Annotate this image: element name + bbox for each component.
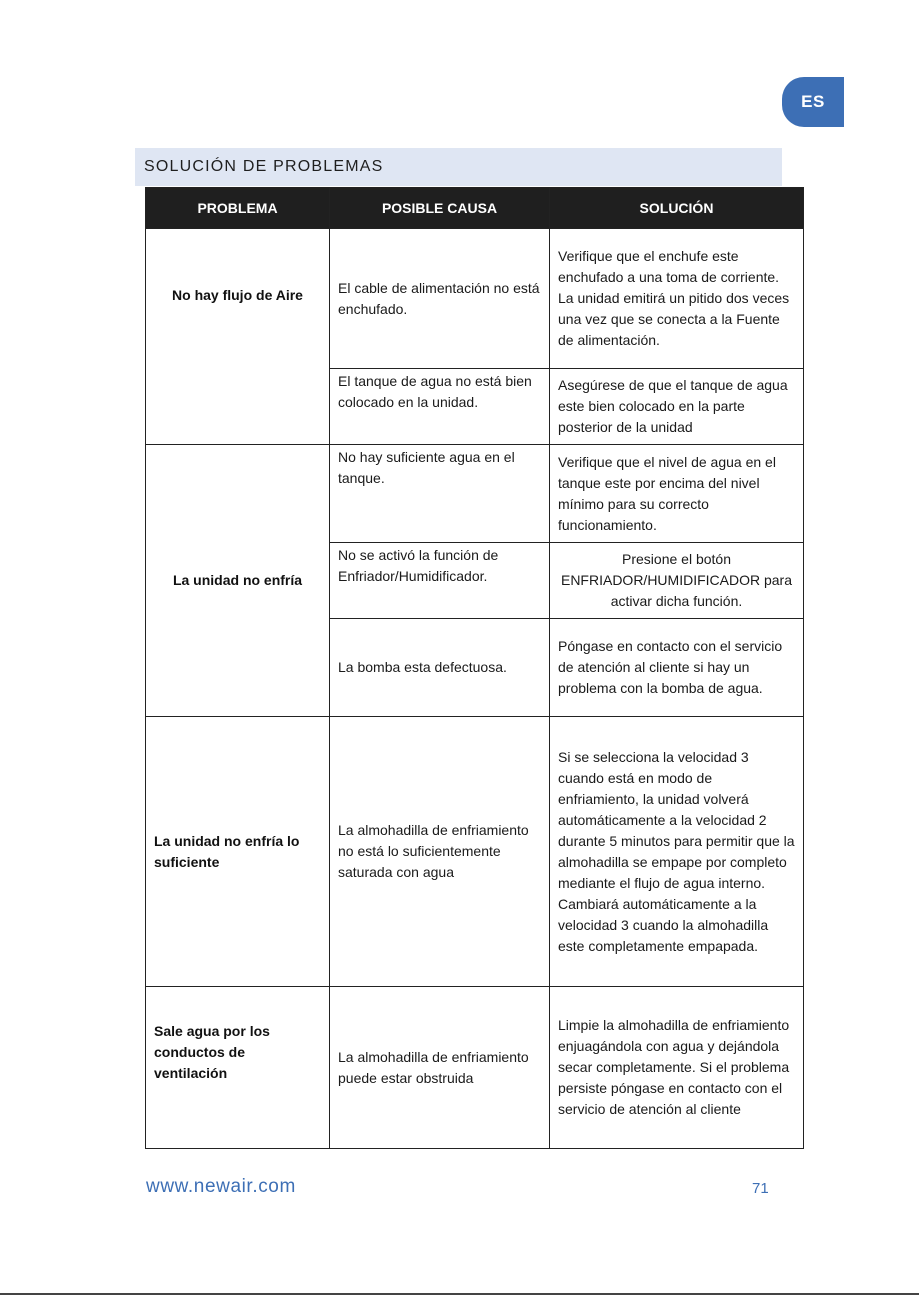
- cause-cell: No hay suficiente agua en el tanque.: [330, 445, 550, 543]
- table-row: [146, 717, 804, 987]
- solution-cell: Verifique que el nivel de agua en el tanque este por encima del nivel mínimo para su correcto funcionamiento.: [550, 445, 804, 543]
- header-cause: POSIBLE CAUSA: [330, 188, 550, 229]
- cause-cell: El tanque de agua no está bien colocado en la unidad.: [330, 369, 550, 445]
- cause-cell: La almohadilla de enfriamiento no está lo suficientemente saturada con agua: [330, 717, 550, 987]
- solution-cell: Si se selecciona la velocidad 3 cuando está en modo de enfriamiento, la unidad volverá automáticamente a la velocidad 2 durante 5 minutos para permitir que la almohadilla se empape por completo mediante el flujo de agua interno. Cambiará automáticamente a la velocidad 3 cuando la almohadilla este completamente empapada.: [550, 717, 804, 987]
- solution-cell: Verifique que el enchufe este enchufado a una toma de corriente. La unidad emitirá un pitido dos veces una vez que se conecta a la Fuente de alimentación.: [550, 229, 804, 369]
- cause-cell: El cable de alimentación no está enchufado.: [330, 229, 550, 369]
- bottom-divider: [0, 1293, 919, 1295]
- cause-cell: La almohadilla de enfriamiento puede estar obstruida: [330, 987, 550, 1149]
- troubleshooting-table: [145, 187, 804, 1149]
- solution-cell: Limpie la almohadilla de enfriamiento enjuagándola con agua y dejándola secar completamente. Si el problema persiste póngase en contacto con el servicio de atención al cliente: [550, 987, 804, 1149]
- table-row: [146, 445, 804, 543]
- problem-cell: La unidad no enfría lo suficiente: [146, 717, 330, 987]
- language-tab: ES: [782, 77, 844, 127]
- solution-cell: Póngase en contacto con el servicio de atención al cliente si hay un problema con la bomba de agua.: [550, 619, 804, 717]
- solution-cell: Asegúrese de que el tanque de agua este bien colocado en la parte posterior de la unidad: [550, 369, 804, 445]
- section-title: SOLUCIÓN DE PROBLEMAS: [135, 148, 782, 186]
- problem-cell: Sale agua por los conductos de ventilación: [146, 987, 330, 1149]
- table-row: [146, 229, 804, 369]
- cause-cell: La bomba esta defectuosa.: [330, 619, 550, 717]
- header-solution: SOLUCIÓN: [550, 188, 804, 229]
- footer-website-link[interactable]: www.newair.com: [146, 1176, 296, 1197]
- problem-cell: La unidad no enfría: [146, 445, 330, 717]
- page-number: 71: [752, 1180, 769, 1197]
- table-row: [146, 987, 804, 1149]
- header-problem: PROBLEMA: [146, 188, 330, 229]
- solution-cell: Presione el botón ENFRIADOR/HUMIDIFICADOR para activar dicha función.: [550, 543, 804, 619]
- cause-cell: No se activó la función de Enfriador/Humidificador.: [330, 543, 550, 619]
- table-header-row: [146, 188, 804, 229]
- problem-cell: No hay flujo de Aire: [146, 229, 330, 445]
